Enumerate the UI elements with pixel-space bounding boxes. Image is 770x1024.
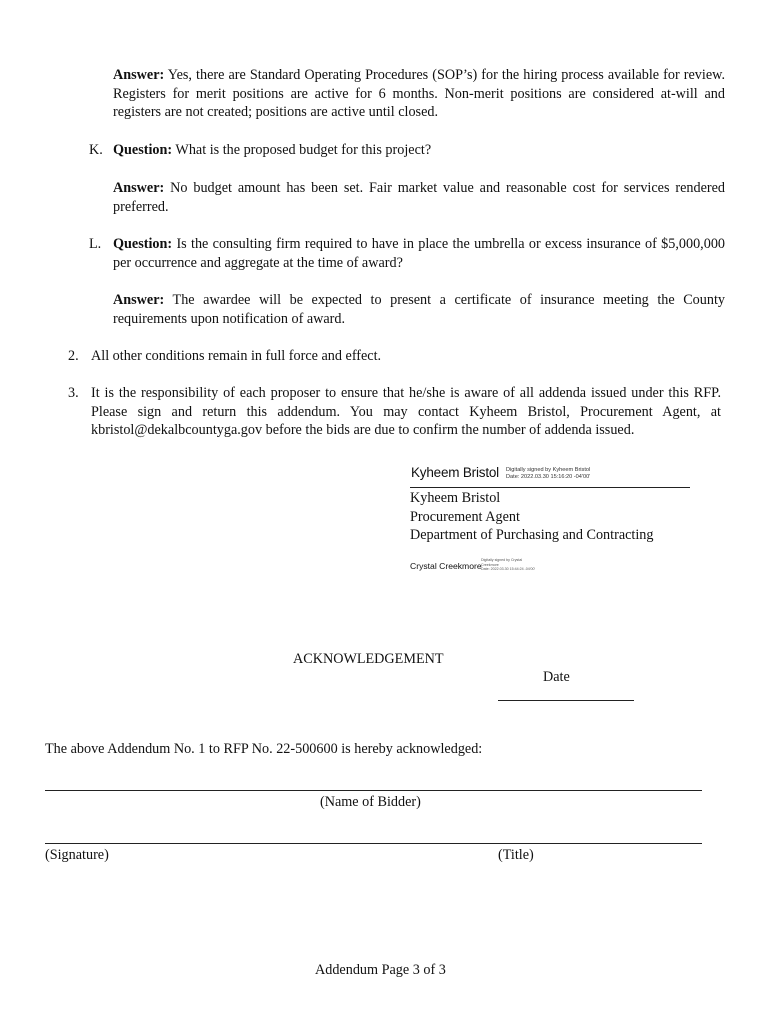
answer-text: The awardee will be expected to present a certificate of insurance meeting the County requirements upon notification of award.: [113, 292, 725, 327]
page-footer: Addendum Page 3 of 3: [315, 962, 446, 978]
answer-label: Answer:: [113, 180, 165, 196]
acknowledgement-heading: ACKNOWLEDGEMENT: [293, 651, 444, 667]
question-label: Question:: [113, 236, 173, 252]
item-3-text: It is the responsibility of each proposer to ensure that he/she is aware of all addenda issued under this RFP. Please sign and return this addendum. You may contact Kyheem Bristol, Procurement Agent, at kbristol@dekalbcountyga.gov before the bids are due to confirm the number of addenda issued.: [91, 385, 721, 439]
date-line: [498, 700, 634, 701]
title-label: (Title): [498, 847, 534, 863]
acknowledgement-statement: The above Addendum No. 1 to RFP No. 22-500600 is hereby acknowledged:: [45, 741, 483, 757]
question-k: [113, 141, 725, 160]
answer-j: [113, 66, 725, 122]
digital-signature-2-line3: Date: 2022.03.30 15:44:24 -04'00': [481, 567, 536, 572]
digital-signature-name: Kyheem Bristol: [411, 465, 499, 480]
digital-signature-2-line2: Creekmore: [481, 562, 499, 567]
digital-signature-line1: Digitally signed by Kyheem Bristol: [506, 467, 591, 473]
answer-l: [113, 291, 725, 328]
digital-signature-2-line1: Digitally signed by Crystal: [481, 558, 523, 562]
answer-label: Answer:: [113, 67, 165, 83]
question-l: [113, 235, 725, 272]
signer-block: [410, 489, 654, 545]
digital-signature-details: [506, 467, 590, 481]
signer-name: Kyheem Bristol: [410, 490, 501, 506]
item-l-letter: L.: [89, 236, 102, 252]
answer-k: [113, 179, 725, 216]
item-2-text: All other conditions remain in full force and effect.: [91, 348, 382, 364]
digital-signature-line2: Date: 2022.03.30 15:16:20 -04'00': [506, 474, 591, 480]
signer-title: Procurement Agent: [410, 508, 520, 525]
question-text: Is the consulting firm required to have in place the umbrella or excess insurance of $5,000,000 per occurrence and aggregate at the time of award?: [113, 236, 726, 271]
bidder-name-line: [45, 790, 702, 791]
signature-label: (Signature): [45, 847, 109, 863]
item-3-number: 3.: [68, 385, 79, 401]
answer-text: No budget amount has been set. Fair market value and reasonable cost for services rendered preferred.: [113, 180, 725, 215]
question-text: What is the proposed budget for this project?: [175, 142, 432, 158]
question-label: Question:: [113, 142, 173, 158]
digital-signature-2-details: [481, 558, 535, 572]
signature-line: [410, 487, 690, 488]
digital-signature-2-name: Crystal Creekmore: [410, 561, 482, 571]
signer-department: Department of Purchasing and Contracting: [410, 527, 654, 543]
item-2-number: 2.: [68, 348, 79, 364]
date-label: Date: [543, 669, 570, 685]
item-k-letter: K.: [89, 142, 103, 158]
answer-label: Answer:: [113, 292, 165, 308]
answer-text: Yes, there are Standard Operating Procedures (SOP’s) for the hiring process available for review. Registers for merit positions are active for 6 months. Non-merit positions are considered at-will and registers are not created; positions are active until closed.: [113, 67, 725, 121]
name-of-bidder-label: (Name of Bidder): [320, 794, 421, 810]
signature-title-line: [45, 843, 702, 844]
